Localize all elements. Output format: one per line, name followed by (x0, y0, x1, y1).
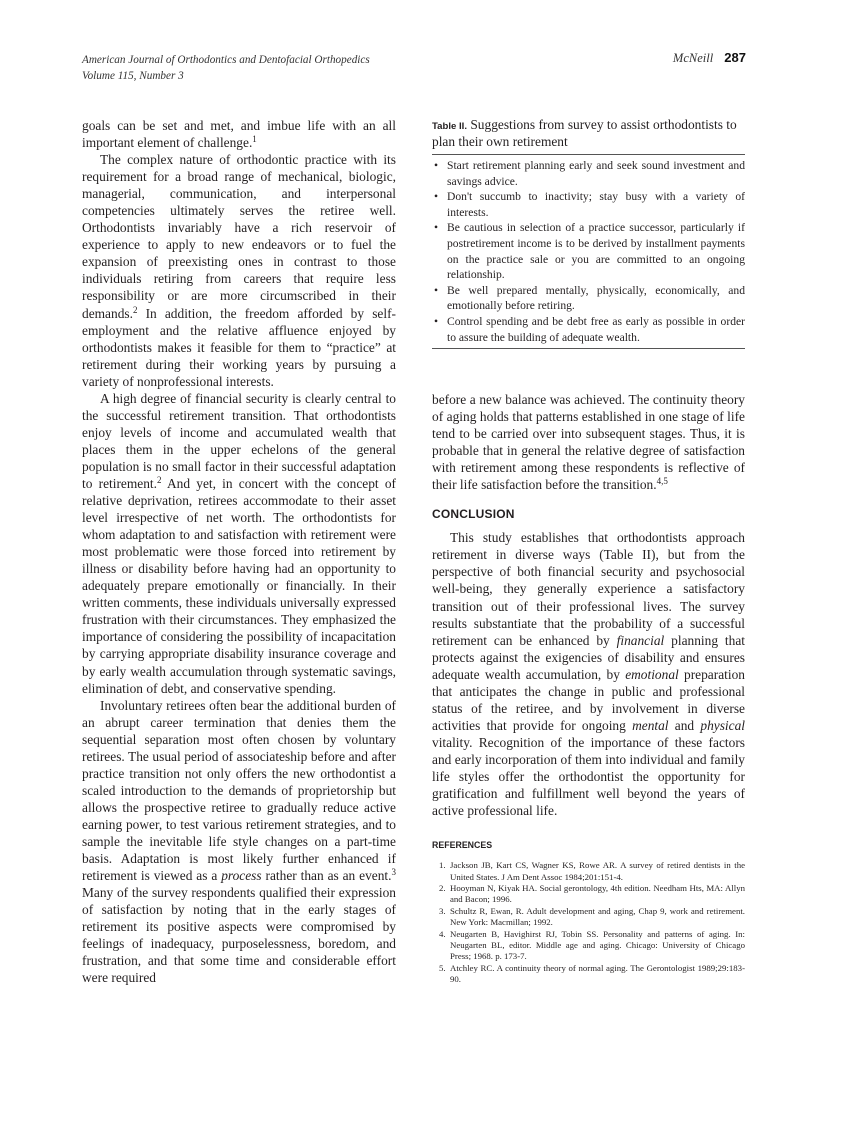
reference-text: Atchley RC. A continuity theory of normal aging. The Gerontologist 1989;29:183-90. (450, 962, 745, 985)
table-bottom-rule (432, 348, 745, 349)
text: A high degree of financial security is clearly central to the successful retirement transition. That orthodontists enjoy levels of income and accumulated wealth that places them in the upper echelons of the general population is no small factor in their successful adaptation to retirement. (82, 390, 396, 491)
text: The complex nature of orthodontic practice with its requirement for a broad range of mechanical, biologic, managerial, communication, and interpersonal competencies ultimately serves the retiree well. Orthodontists invariably have a rich reservoir of experience to apply to new endeavors or to fuel the expansion of preexisting ones in contrast to those individuals retiring from careers that require less responsibility or are more circumscribed in their demands. (82, 152, 396, 321)
volume-issue: Volume 115, Number 3 (82, 70, 184, 82)
paragraph (82, 390, 396, 697)
reference-text: Neugarten B, Havighirst RJ, Tobin SS. Personality and patterns of aging. In: Neugarten BL, editor. Middle age and aging. Chicago: University of Chicago Press; 1968. p. 173-7. (450, 928, 745, 962)
conclusion-paragraph (432, 529, 745, 819)
citation: 1 (252, 134, 257, 145)
item-text: Be cautious in selection of a practice successor, particularly if postretirement income is to be derived by installment payments on the practice sale or you are committed to an ongoing relationship. (447, 221, 745, 282)
emphasis: emotional (625, 666, 679, 682)
list-item (432, 283, 745, 314)
reference-number: 1. (439, 860, 446, 871)
paragraph (432, 391, 745, 493)
conclusion-heading: CONCLUSION (432, 507, 515, 522)
text: In addition, the freedom afforded by self-employment and the relative affluence enjoyed by orthodontists makes it feasible for them to “practice” at retirement during their working years by pursuing a variety of nonprofessional interests. (82, 305, 396, 389)
table-ii (432, 117, 745, 349)
text: This study establishes that orthodontists approach retirement in diverse ways (Table II), but from the perspective of both financial security and psychosocial well-being, they generally experience a satisfactory transition out of their professional lives. The survey results substantiate that the probability of a successful retirement can be enhanced by (432, 530, 745, 648)
text: planning that protects against the exigencies of disability and ensures adequate wealth accumulation, by (432, 632, 745, 682)
table-caption-text: Suggestions from survey to assist orthodontists to plan their own retirement (432, 117, 737, 149)
citation: 2 (132, 304, 138, 315)
reference-list (432, 860, 745, 985)
reference-item (432, 906, 745, 929)
bullet-icon: • (434, 159, 439, 172)
list-item (432, 189, 745, 220)
text: before a new balance was achieved. The continuity theory of aging holds that patterns established in one stage of life tend to be carried over into subsequent stages. Thus, it is probable that in general the relative degree of satisfaction with retirement among these respondents is reflective of their life satisfaction before the transition. (432, 392, 745, 493)
bullet-icon: • (434, 314, 439, 328)
reference-item (432, 883, 745, 906)
emphasis: financial (616, 632, 665, 648)
emphasis: process (221, 868, 262, 884)
item-text: Be well prepared mentally, physically, economically, and emotionally before retiring. (447, 283, 745, 313)
reference-text: Jackson JB, Kart CS, Wagner KS, Rowe AR. A survey of retired dentists in the United States. J Am Dent Assoc 1984;201:151-4. (450, 860, 745, 882)
suggestion-list (432, 155, 745, 348)
citation: 2 (157, 474, 162, 485)
running-header (82, 52, 370, 84)
page-number: 287 (724, 50, 746, 65)
paragraph (82, 117, 396, 151)
references-heading: REFERENCES (432, 840, 493, 851)
emphasis: physical (700, 717, 745, 733)
list-item (432, 158, 745, 189)
reference-number: 2. (439, 882, 446, 893)
reference-number: 5. (439, 962, 446, 973)
text: preparation that anticipates the change in public and professional status of the retiree, and by involvement in diverse activities that provide for ongoing (432, 666, 745, 733)
text: Involuntary retirees often bear the additional burden of an abrupt career termination that denies them the sequential separation most often chosen by voluntary retirees. The usual period of associateship before and after practice transition not only offers the new orthodontist a scaled introduction to the demands of proprietorship but allows the prospective retiree to gradually reduce active earning power, to test various retirement strategies, and to sample the inevitable life style changes on a part-time basis. Adaptation is most likely further enhanced if retirement is viewed as a (82, 697, 396, 884)
author-name: McNeill (672, 51, 714, 65)
reference-text: Hooyman N, Kiyak HA. Social gerontology, 4th edition. Needham Hts, MA: Allyn and Bacon; 1996. (450, 882, 745, 905)
table-label: Table II. (432, 121, 468, 132)
journal-title: American Journal of Orthodontics and Dentofacial Orthopedics (82, 54, 370, 66)
reference-item (432, 963, 745, 986)
text: vitality. Recognition of the importance of these factors and early incorporation of them into individual and family life styles offer the orthodontist the opportunity for gratification and fulfillment well beyond the years of active professional life. (432, 734, 745, 819)
item-text: Don't succumb to inactivity; stay busy with a variety of interests. (447, 190, 745, 219)
text: And yet, in concert with the concept of relative deprivation, retirees accommodate to their asset level irrespective of net worth. The orthodontists for whom adaptation to and satisfaction with retirement were most problematic were those forced into retirement by illness or disability before having had an opportunity to adequately prepare emotionally or financially. In their written comments, these individuals universally expressed frustration with their circumstances. They emphasized the importance of considering the possibility of incapacitation by carrying appropriate disability insurance coverage and by early wealth accumulation through systematic savings, elimination of debt, and conservative spending. (82, 475, 396, 696)
reference-number: 4. (439, 928, 446, 939)
right-column (432, 391, 745, 986)
reference-item (432, 860, 745, 883)
bullet-icon: • (434, 221, 439, 235)
item-text: Start retirement planning early and seek sound investment and savings advice. (447, 159, 745, 188)
citation: 3 (391, 867, 396, 878)
citation: 4,5 (656, 476, 668, 487)
table-caption (432, 117, 745, 149)
list-item (432, 220, 745, 282)
reference-item (432, 929, 745, 963)
reference-number: 3. (439, 905, 446, 916)
item-text: Control spending and be debt free as early as possible in order to assure the building of adequate wealth. (447, 314, 745, 344)
bullet-icon: • (434, 283, 439, 297)
paragraph (82, 151, 396, 390)
page-header-right (673, 50, 746, 66)
list-item (432, 314, 745, 345)
bullet-icon: • (434, 190, 439, 204)
paragraph (82, 697, 396, 987)
text: Many of the survey respondents qualified their expression of satisfaction by noting that in the early stages of retirement its positive aspects were compromised by feelings of inadequacy, purposelessness, boredom, and frustration, and that some time and considerable effort were required (82, 885, 396, 986)
emphasis: mental (632, 717, 669, 733)
left-column (82, 117, 396, 986)
reference-text: Schultz R, Ewan, R. Adult development and aging, Chap 9, work and retirement. New York: Macmillan; 1992. (450, 905, 745, 928)
text: goals can be set and met, and imbue life with an all important element of challenge. (82, 118, 396, 151)
text: rather than as an event. (261, 868, 392, 884)
text: and (668, 717, 701, 733)
